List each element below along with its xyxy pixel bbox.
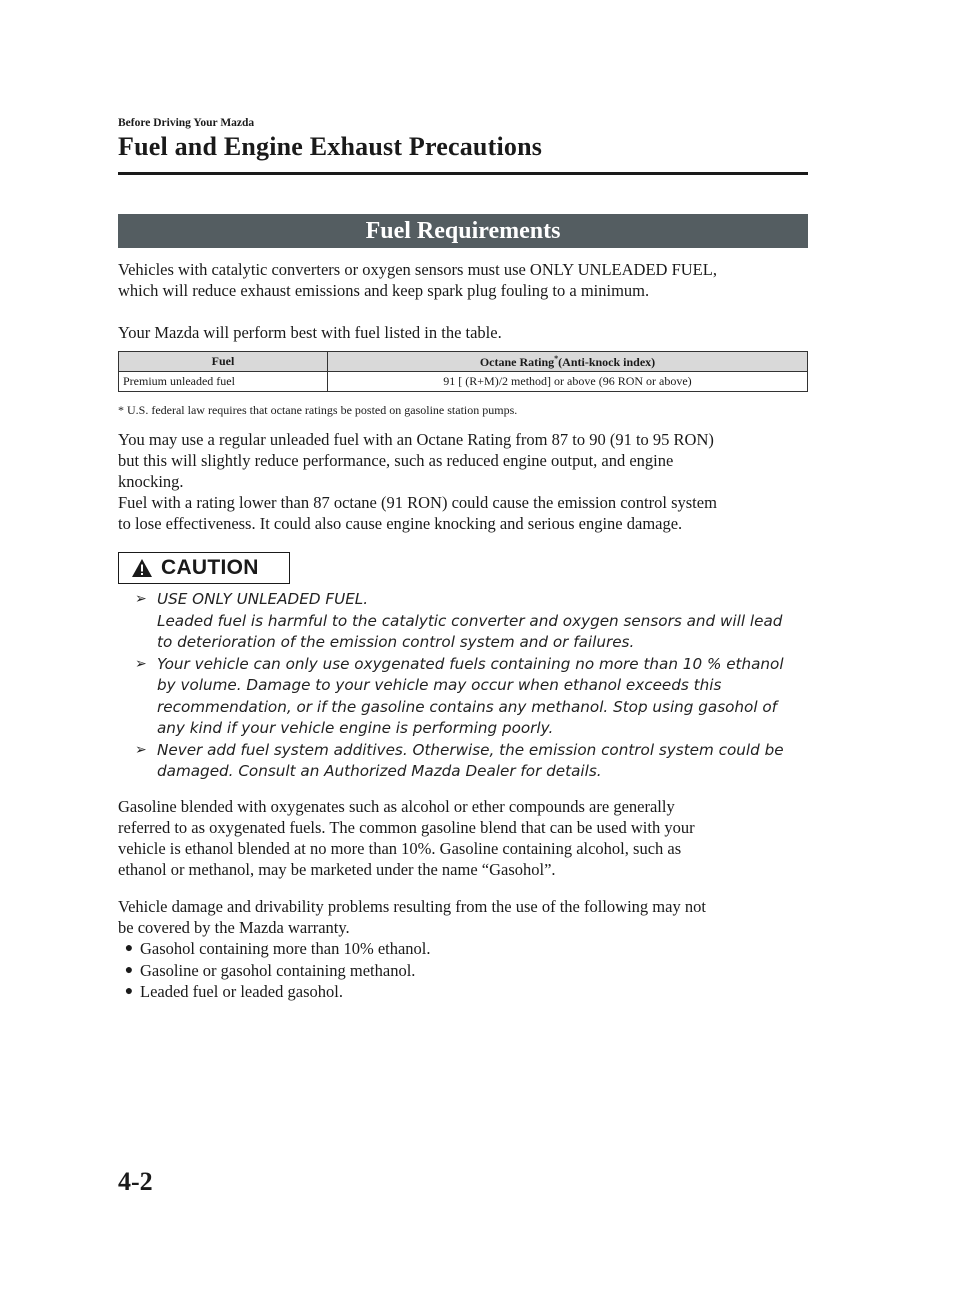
octane-paragraph: You may use a regular unleaded fuel with an Octane Rating from 87 to 90 (91 to 95 RON) but this will slightly reduce performance, such as reduced engine output, and engine knocking. Fuel with a rating lower than 87 octane (91 RON) could cause the emission control system to lose effectiveness. It could also cause engine knocking and serious engine damage. xyxy=(118,430,717,533)
bullet-dot-icon: ● xyxy=(124,984,134,999)
header-fuel: Fuel xyxy=(119,352,328,372)
cell-fuel: Premium unleaded fuel xyxy=(119,372,328,392)
table-header-row xyxy=(119,352,808,372)
list-item: ● Gasohol containing more than 10% ethanol. xyxy=(118,938,431,960)
warning-triangle-icon xyxy=(131,558,153,578)
page-title: Fuel and Engine Exhaust Precautions xyxy=(118,132,543,161)
list-item: ● Gasoline or gasohol containing methanol. xyxy=(118,960,431,982)
warranty-list xyxy=(118,938,431,1003)
intro-line: which will reduce exhaust emissions and keep spark plug fouling to a minimum. xyxy=(118,281,650,300)
caution-item: ➢ Never add fuel system additives. Otherwise, the emission control system could be damaged. Consult an Authorized Mazda Dealer for details. xyxy=(135,740,815,783)
caution-label: CAUTION xyxy=(161,556,259,579)
arrow-bullet-icon: ➢ xyxy=(135,591,147,607)
section-title: Fuel Requirements xyxy=(365,217,561,244)
caution-header xyxy=(118,552,290,584)
fuel-table xyxy=(118,351,808,392)
section-banner xyxy=(118,214,808,248)
intro-line: Vehicles with catalytic converters or oxygen sensors must use ONLY UNLEADED FUEL, xyxy=(118,260,717,279)
header-octane: Octane Rating*(Anti-knock index) xyxy=(328,352,808,372)
chapter-label: Before Driving Your Mazda xyxy=(118,117,255,129)
bullet-dot-icon: ● xyxy=(124,941,134,956)
title-divider xyxy=(118,172,808,175)
footnote: * U.S. federal law requires that octane ratings be posted on gasoline station pumps. xyxy=(118,403,518,417)
bullet-dot-icon: ● xyxy=(124,962,134,978)
footnote-mark: * xyxy=(554,353,559,363)
list-item: ● Leaded fuel or leaded gasohol. xyxy=(118,981,431,1003)
cell-octane: 91 [ (R+M)/2 method] or above (96 RON or above) xyxy=(328,372,808,392)
warranty-paragraph: Vehicle damage and drivability problems resulting from the use of the following may not be covered by the Mazda warranty. xyxy=(118,897,706,937)
caution-item: ➢ USE ONLY UNLEADED FUEL. Leaded fuel is harmful to the catalytic converter and oxygen sensors and will lead to deterioration of the emission control system and or failures. xyxy=(135,589,815,654)
caution-item: ➢ Your vehicle can only use oxygenated fuels containing no more than 10 % ethanol by volume. Damage to your vehicle may occur when ethanol exceeds this recommendation, or if the gasoline contains any methanol. Stop using gasohol of any kind if your vehicle engine is performing poorly. xyxy=(135,654,815,740)
oxygenates-paragraph: Gasoline blended with oxygenates such as alcohol or ether compounds are generally referred to as oxygenated fuels. The common gasoline blend that can be used with your vehicle is ethanol blended at no more than 10%. Gasoline containing alcohol, such as ethanol or methanol, may be marketed under the name “Gasohol”. xyxy=(118,797,695,879)
caution-list xyxy=(135,589,815,783)
intro-paragraph xyxy=(118,259,813,301)
table-intro: Your Mazda will perform best with fuel listed in the table. xyxy=(118,323,502,342)
arrow-bullet-icon: ➢ xyxy=(135,655,147,672)
page-number: 4-2 xyxy=(118,1167,153,1196)
arrow-bullet-icon: ➢ xyxy=(135,741,147,758)
table-row xyxy=(119,372,808,392)
